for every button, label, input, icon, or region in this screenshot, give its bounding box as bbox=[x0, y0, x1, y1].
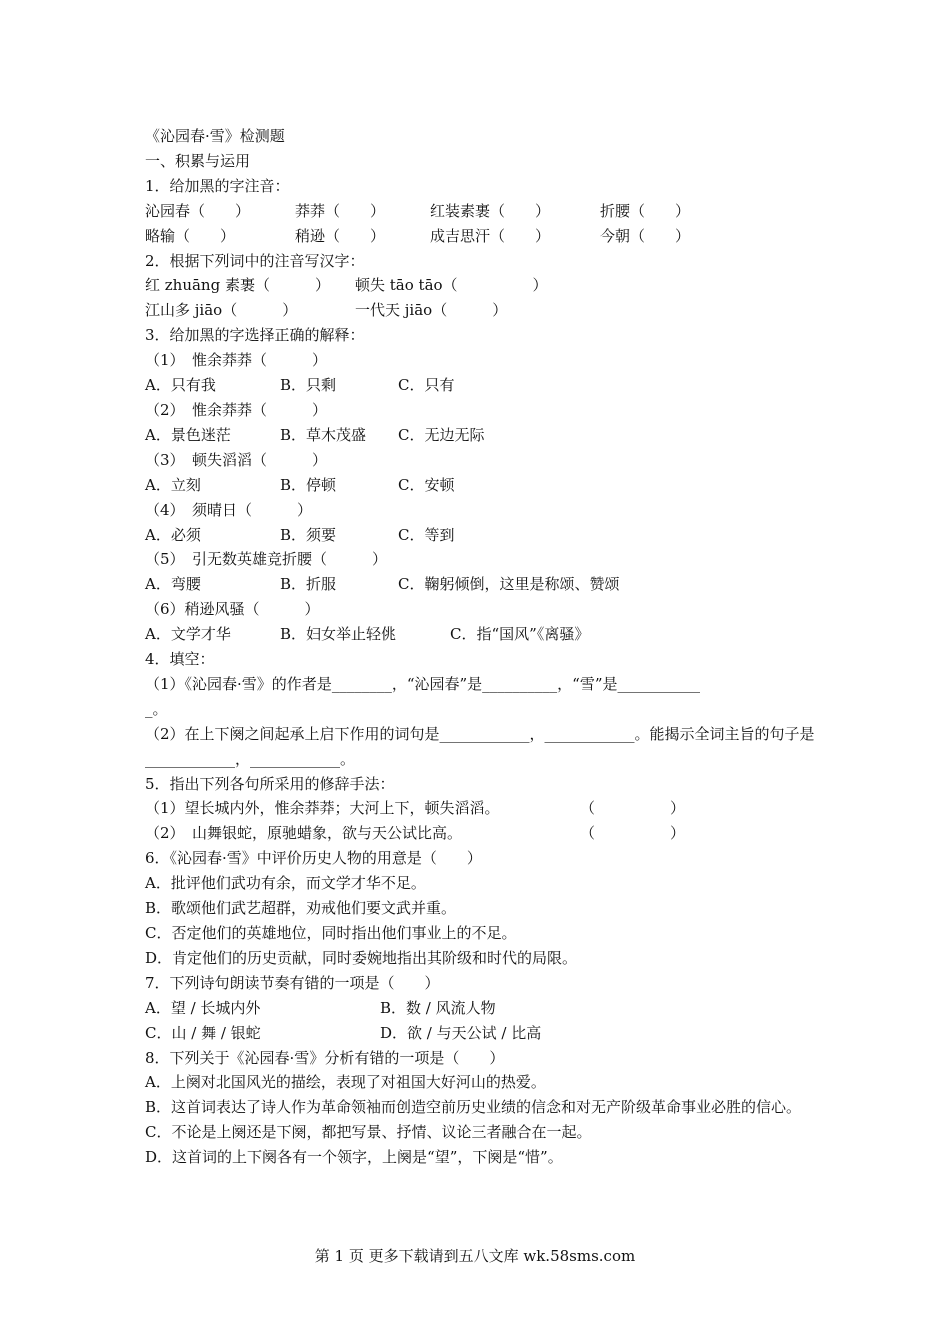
q4-stem: 4．填空： bbox=[145, 650, 215, 669]
option-a: A．弯腰 bbox=[145, 575, 201, 594]
option-b: B．只剩 bbox=[280, 376, 337, 395]
q3-options bbox=[145, 572, 815, 597]
q3-options bbox=[145, 523, 815, 548]
q5-stem: 5．指出下列各句所采用的修辞手法： bbox=[145, 774, 395, 793]
q5-sentence: （2） 山舞银蛇，原驰蜡象，欲与天公试比高。 bbox=[145, 824, 463, 843]
q3-question: （6）稍逊风骚（ ） bbox=[145, 600, 320, 619]
q7-options-row-2 bbox=[145, 1021, 815, 1046]
q5-answer-blank: （ ） bbox=[580, 824, 686, 843]
option-c: C．山 / 舞 / 银蛇 bbox=[145, 1023, 261, 1042]
q4-part-2: （2）在上下阕之间起承上启下作用的词句是____________，____________。能揭示全词主旨的句子是____________，____________。 bbox=[145, 724, 815, 768]
q2-row-1 bbox=[145, 273, 815, 298]
q1-item: 稍逊（ ） bbox=[295, 226, 386, 245]
document-body bbox=[145, 124, 815, 1170]
q3-options bbox=[145, 473, 815, 498]
q6-option-d: D．肯定他们的历史贡献，同时委婉地指出其阶级和时代的局限。 bbox=[145, 948, 578, 967]
option-b: B．数 / 风流人物 bbox=[380, 998, 496, 1017]
q5-item-2 bbox=[145, 821, 815, 846]
q3-question: （3） 顿失滔滔（ ） bbox=[145, 450, 328, 469]
doc-title: 《沁园春·雪》检测题 bbox=[145, 127, 285, 145]
q3-question: （5） 引无数英雄竞折腰（ ） bbox=[145, 550, 388, 569]
q2-row-2 bbox=[145, 298, 815, 323]
q7-stem: 7．下列诗句朗读节奏有错的一项是（ ） bbox=[145, 973, 440, 992]
q3-options bbox=[145, 373, 815, 398]
option-c: C．安顿 bbox=[398, 475, 455, 494]
q4-part-1: （1）《沁园春·雪》的作者是________，“沁园春”是__________，“雪”是___________ bbox=[145, 674, 700, 693]
q8-option-b: B．这首词表达了诗人作为革命领袖而创造空前历史业绩的信念和对无产阶级革命事业必胜的信心。 bbox=[145, 1098, 802, 1117]
q2-item: 红 zhuāng 素裹（ ） bbox=[145, 276, 330, 295]
option-a: A．文学才华 bbox=[145, 625, 231, 644]
q6-stem: 6．《沁园春·雪》中评价历史人物的用意是（ ） bbox=[145, 849, 482, 868]
q1-item: 略输（ ） bbox=[145, 226, 236, 245]
option-c: C．等到 bbox=[398, 525, 455, 544]
option-a: A．立刻 bbox=[145, 475, 201, 494]
option-c: C．无边无际 bbox=[398, 425, 485, 444]
q1-item: 成吉思汗（ ） bbox=[430, 226, 551, 245]
option-c: C．只有 bbox=[398, 376, 455, 395]
q2-item: 顿失 tāo tāo（ ） bbox=[355, 276, 548, 295]
q1-row-2 bbox=[145, 224, 815, 249]
q2-stem: 2．根据下列词中的注音写汉字： bbox=[145, 251, 365, 270]
q8-option-c: C．不论是上阕还是下阕，都把写景、抒情、议论三者融合在一起。 bbox=[145, 1123, 592, 1142]
q6-option-a: A．批评他们武功有余，而文学才华不足。 bbox=[145, 874, 426, 893]
option-b: B．折服 bbox=[280, 575, 337, 594]
q1-item: 今朝（ ） bbox=[600, 226, 691, 245]
q1-item: 沁园春（ ） bbox=[145, 201, 251, 220]
option-b: B．停顿 bbox=[280, 475, 337, 494]
q5-sentence: （1）望长城内外，惟余莽莽；大河上下，顿失滔滔。 bbox=[145, 799, 500, 818]
option-b: B．须要 bbox=[280, 525, 337, 544]
option-c: C．鞠躬倾倒，这里是称颂、赞颂 bbox=[398, 575, 620, 594]
option-b: B．妇女举止轻佻 bbox=[280, 625, 397, 644]
q5-item-1 bbox=[145, 796, 815, 821]
option-a: A．望 / 长城内外 bbox=[145, 998, 261, 1017]
q3-options bbox=[145, 423, 815, 448]
q8-option-d: D．这首词的上下阕各有一个领字，上阕是“望”，下阕是“惜”。 bbox=[145, 1148, 563, 1167]
page-footer: 第 1 页 更多下载请到五八文库 wk.58sms.com bbox=[314, 1247, 636, 1265]
q3-question: （4） 须晴日（ ） bbox=[145, 500, 313, 519]
q2-item: 一代天 jiāo（ ） bbox=[355, 301, 508, 320]
section-heading: 一、积累与运用 bbox=[145, 151, 251, 170]
q3-question: （2） 惟余莽莽（ ） bbox=[145, 400, 328, 419]
option-a: A．景色迷茫 bbox=[145, 425, 231, 444]
q2-item: 江山多 jiāo（ ） bbox=[145, 301, 298, 320]
q6-option-c: C．否定他们的英雄地位，同时指出他们事业上的不足。 bbox=[145, 924, 517, 942]
q4-part-1-cont: _。 bbox=[145, 699, 168, 718]
option-a: A．必须 bbox=[145, 525, 201, 544]
option-c: C．指“国风”《离骚》 bbox=[450, 625, 590, 644]
q1-item: 莽莽（ ） bbox=[295, 201, 386, 220]
q1-item: 红装素裹（ ） bbox=[430, 201, 551, 220]
option-b: B．草木茂盛 bbox=[280, 425, 367, 444]
q6-option-b: B．歌颂他们武艺超群，劝戒他们要文武并重。 bbox=[145, 899, 457, 918]
q1-item: 折腰（ ） bbox=[600, 201, 691, 220]
q8-stem: 8．下列关于《沁园春·雪》分析有错的一项是（ ） bbox=[145, 1048, 505, 1067]
q3-options bbox=[145, 622, 815, 647]
option-d: D．欲 / 与天公试 / 比高 bbox=[380, 1023, 542, 1042]
q1-row-1 bbox=[145, 199, 815, 224]
q5-answer-blank: （ ） bbox=[580, 799, 686, 818]
q1-stem: 1．给加黑的字注音： bbox=[145, 176, 290, 195]
q7-options-row-1 bbox=[145, 996, 815, 1021]
q3-question: （1） 惟余莽莽（ ） bbox=[145, 351, 328, 370]
option-a: A．只有我 bbox=[145, 376, 216, 395]
q8-option-a: A．上阕对北国风光的描绘，表现了对祖国大好河山的热爱。 bbox=[145, 1073, 546, 1092]
q3-stem: 3．给加黑的字选择正确的解释： bbox=[145, 326, 365, 345]
